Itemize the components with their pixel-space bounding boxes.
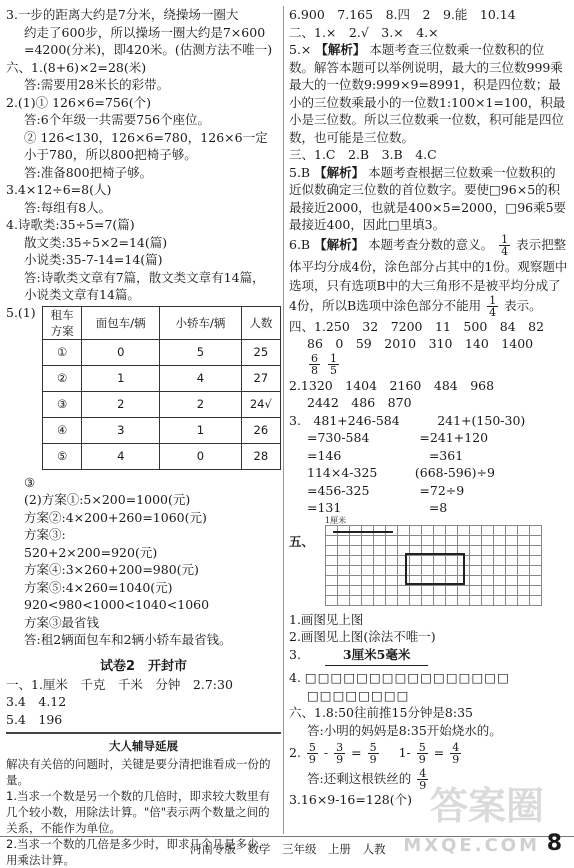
table-row bbox=[43, 391, 281, 417]
text-line: 小于780，所以800把椅子够。 bbox=[24, 147, 197, 162]
analysis-text: 本题考查根据三位数乘一位数积的近似数确定三位数的首位数字。要使□96×5的积最接近2000，也就是400×5=2000，□96乘5要最接近400，因此□里填3。 bbox=[289, 164, 567, 232]
fraction bbox=[334, 742, 345, 765]
table-cell: 3 bbox=[82, 417, 160, 443]
fraction-denominator: 9 bbox=[336, 753, 344, 766]
text-line: 3.16×9-16=128(个) bbox=[289, 792, 412, 807]
text-line bbox=[289, 669, 568, 687]
text-line: 一、1.厘米 千克 千米 分钟 2.7:30 bbox=[6, 676, 233, 692]
text-line: =131 =8 bbox=[307, 500, 448, 515]
drawn-rectangle bbox=[405, 553, 465, 585]
text-line: 86 0 59 2010 310 140 1400 bbox=[307, 336, 534, 351]
text-line: 答:每组有8人。 bbox=[24, 199, 112, 215]
analysis-text: 本题考查三位数乘一位数积的位数。解答本题可以举例说明，最大的三位数999乘最大的一位数9:999×9=8991，积是四位数；最小的三位数乘最小的一位数1:100×1=100，积最小是三位数。所以三位数乘一位数，积可能是四位数，也可能是三位数。 bbox=[289, 42, 566, 145]
fraction bbox=[328, 353, 339, 376]
fraction-numerator: 4 bbox=[419, 767, 427, 780]
column-divider bbox=[283, 6, 284, 834]
analysis-tag: 【解析】 bbox=[315, 42, 366, 57]
text-line: 小说类文章有14篇。 bbox=[24, 287, 140, 302]
operator: 1- bbox=[398, 745, 411, 760]
text-line: 答:6个年级一共需要756个座位。 bbox=[24, 112, 211, 127]
text-line: (2)方案①:5×200=1000(元) bbox=[24, 492, 191, 507]
left-column: 3.一步的距离大约是7分米，绕操场一圈大 约走了600步，所以操场一圈大约是7×600 =4200(分米)，即420米。(估测方法不唯一) 六、1.(8+6)×2=28(米) 答:需要用28米长的彩带。 2.(1)① 126×6=756(个) 答:6个年级一共需要756个座位。 ② 126<130，126×6=780，126×6一定 小于780，所以800把椅子够。 答:准备800把椅子够。 3.4×12÷6=8(人) 答:每组有8人。 4.诗歌类:35÷5=7(篇) 散文类:35÷5×2=14(篇) 小说类:35-7-14=14(篇) 答:诗歌类文章有7篇，散文类文章有14篇， 小说类文章有14篇。 5.(1) 租车方案 面包车/辆 小轿车/辆 人数 ① 0 5 25 ② 1 4 27 ③ 2 2 24√ ④ 3 1 26 ⑤ 4 0 28 ③ (2)方案①:5×200=1000(元) 方案②:4×200+260=1060(元) 方案③: 520+2×200=920(元) 方案④:3×260+200=980(元) 方案⑤:4×260=1040(元) 920<980<1000<1040<1060 方案③最省钱 答:租2辆面包车和2辆小轿车最省钱。 试卷2 开封市 一、1.厘米 千克 千米 分钟 2.7:30 3.4 4.12 5.4 196 大人辅导延展 解决有关倍的问题时，关键是要分清把谁看成一份的量。 1.当求一个数是另一个数的几倍时，即求较大数里有几个较小数，用除法计算。"倍"表示两个数量之间的关系，不能作为单位。 2.当求一个数的几倍是多少时，即求几个几是多少，用乘法计算。 bbox=[6, 6, 281, 868]
rental-plan-table bbox=[42, 306, 281, 470]
table-header: 人数 bbox=[241, 306, 280, 339]
text-line: 方案③: bbox=[24, 527, 66, 542]
table-header: 小轿车/辆 bbox=[160, 306, 241, 339]
watermark-logo: 答案圈 bbox=[429, 784, 544, 828]
analysis-tag: 【解析】 bbox=[314, 236, 365, 252]
text-line: 答:小明的妈妈是8:35开始烧水的。 bbox=[307, 722, 502, 738]
drawn-line-segment bbox=[333, 531, 393, 533]
text-paragraph: 1.当求一个数是另一个数的几倍时，即求较大数里有几个较小数，用除法计算。"倍"表示两个数量之间的关系，不能作为单位。 bbox=[6, 789, 270, 835]
table-cell: ② bbox=[43, 365, 82, 391]
text-line: 920<980<1000<1040<1060 bbox=[24, 597, 210, 612]
footer-text: 河南专版 数学 三年级 上册 人教 bbox=[190, 842, 386, 856]
text-line bbox=[289, 646, 568, 667]
text-line: 3.4×12÷6=8(人) bbox=[6, 182, 112, 197]
text-line: 六、1.(8+6)×2=28(米) bbox=[6, 59, 147, 75]
table-cell: 27 bbox=[241, 365, 280, 391]
answer-label: 5.B bbox=[289, 164, 311, 180]
square-row: □□□□□□□□ bbox=[307, 687, 410, 703]
analysis-text: 表示。 bbox=[504, 297, 542, 313]
text-line: =146 =361 bbox=[307, 447, 464, 463]
table-row bbox=[43, 339, 281, 365]
fraction-numerator: 3 bbox=[336, 741, 344, 754]
fraction bbox=[499, 234, 510, 257]
table-cell: 26 bbox=[241, 417, 280, 443]
text-paragraph: 解决有关倍的问题时，关键是要分清把谁看成一份的量。 bbox=[6, 757, 271, 787]
text-line: 答:租2辆面包车和2辆小轿车最省钱。 bbox=[24, 632, 232, 647]
fraction-denominator: 8 bbox=[311, 363, 318, 377]
fraction-denominator: 4 bbox=[501, 244, 509, 258]
text-line: 答:准备800把椅子够。 bbox=[24, 164, 153, 180]
section-title: 试卷2 开封市 bbox=[99, 658, 188, 674]
item-number: 3. bbox=[289, 646, 301, 662]
fraction-line bbox=[289, 353, 568, 377]
fraction-numerator: 5 bbox=[308, 741, 316, 754]
item-number: 4. bbox=[289, 670, 301, 685]
fraction-numerator: 1 bbox=[501, 232, 509, 246]
text-line: 答:需要用28米长的彩带。 bbox=[24, 77, 170, 92]
text-line: 3. 481+246-584 241+(150-30) bbox=[289, 412, 526, 428]
table-row bbox=[43, 365, 281, 391]
table-header: 面包车/辆 bbox=[82, 306, 160, 339]
table-cell: 24√ bbox=[241, 391, 280, 417]
table-header: 租车方案 bbox=[43, 306, 82, 339]
analysis-text: 本题考查分数的意义。 bbox=[368, 236, 494, 252]
text-line: 散文类:35÷5×2=14(篇) bbox=[24, 234, 168, 250]
table-cell: 5 bbox=[160, 339, 241, 365]
operator: = bbox=[351, 745, 362, 760]
table-cell: 25 bbox=[241, 339, 280, 365]
fraction-denominator: 5 bbox=[329, 363, 337, 377]
page-footer bbox=[0, 831, 574, 861]
text-line: ③ bbox=[24, 474, 36, 490]
analysis-tag: 【解析】 bbox=[314, 164, 365, 180]
text-line: 114×4-325 (668-596)÷9 bbox=[307, 465, 495, 480]
answer-text: 答:还剩这根铁丝的 bbox=[307, 771, 412, 786]
table-cell: 4 bbox=[82, 443, 160, 469]
table-cell: 1 bbox=[82, 365, 160, 391]
answer-label: 6.B bbox=[289, 236, 311, 252]
fraction bbox=[309, 353, 320, 376]
table-cell: ⑤ bbox=[43, 443, 82, 469]
text-paragraph bbox=[289, 234, 568, 318]
table-cell: 0 bbox=[82, 339, 160, 365]
text-paragraph bbox=[289, 41, 568, 146]
text-line: 2.1320 1404 2160 484 968 bbox=[289, 377, 495, 393]
text-line: 2.画图见上图(涂法不唯一) bbox=[289, 629, 436, 644]
text-line: 答:诗歌类文章有7篇，散文类文章有14篇， bbox=[24, 269, 265, 285]
table-cell: 2 bbox=[82, 391, 160, 417]
fraction bbox=[307, 742, 318, 765]
table-cell: 0 bbox=[160, 443, 241, 469]
text-line: 六、1.8:50往前推15分钟是8:35 bbox=[289, 705, 473, 720]
fraction-numerator: 1 bbox=[329, 351, 337, 365]
text-line: 5.4 196 bbox=[6, 711, 63, 727]
scale-label: 1厘米 bbox=[325, 515, 347, 525]
watermark-url: MXQE.COM bbox=[403, 835, 540, 856]
fraction bbox=[487, 295, 498, 318]
fraction-denominator: 9 bbox=[419, 779, 427, 792]
fraction-line bbox=[289, 739, 568, 767]
table-cell: ③ bbox=[43, 391, 82, 417]
table-cell: ④ bbox=[43, 417, 82, 443]
fraction-numerator: 4 bbox=[452, 741, 460, 754]
fraction bbox=[417, 768, 428, 791]
text-line: 约走了600步，所以操场一圈大约是7×600 bbox=[24, 24, 266, 40]
square-row: □□□□□□□□□□□□□□□□ bbox=[304, 670, 510, 685]
text-line: 1.画图见上图 bbox=[289, 611, 364, 627]
analysis-text: 表示把整体平均分成4份，涂色部分占其中的1份。观察题中选项，只有选项B中的大三角形不是被平均分成了4份，所以B选项中涂色部分不能用 bbox=[289, 236, 568, 313]
text-line: 6.900 7.165 8.四 2 9.能 10.14 bbox=[289, 7, 516, 22]
text-line: =730-584 =241+120 bbox=[307, 430, 489, 445]
table-row bbox=[43, 443, 281, 469]
text-line: 520+2×200=920(元) bbox=[24, 544, 158, 560]
fraction-numerator: 5 bbox=[369, 741, 377, 754]
right-column bbox=[289, 6, 568, 809]
page-number: 8 bbox=[546, 831, 562, 856]
table-header-row bbox=[43, 306, 281, 339]
table-cell: ① bbox=[43, 339, 82, 365]
table-row bbox=[43, 417, 281, 443]
text-line: 二、1.× 2.√ 3.× 4.× bbox=[289, 24, 439, 40]
fraction-numerator: 5 bbox=[418, 741, 426, 754]
text-line: 2.(1)① 126×6=756(个) bbox=[6, 94, 151, 110]
answer-label: 5.× bbox=[289, 42, 312, 57]
fraction-denominator: 9 bbox=[369, 753, 377, 766]
fraction bbox=[368, 742, 379, 765]
fraction bbox=[450, 742, 461, 765]
text-line: 小说类:35-7-14=14(篇) bbox=[24, 252, 163, 267]
fraction-denominator: 4 bbox=[489, 305, 497, 319]
fraction-numerator: 1 bbox=[489, 293, 497, 307]
text-line: 三、1.C 2.B 3.B 4.C bbox=[289, 147, 437, 162]
item-number: 2. bbox=[289, 745, 301, 760]
text-line: 4.诗歌类:35÷5=7(篇) bbox=[6, 217, 135, 232]
operator: - bbox=[323, 745, 329, 760]
table-cell: 28 bbox=[241, 443, 280, 469]
text-line: 3.一步的距离大约是7分米，绕操场一圈大 bbox=[6, 7, 239, 22]
text-line: 方案④:3×260+200=980(元) bbox=[24, 562, 199, 577]
fraction bbox=[417, 742, 428, 765]
fraction-numerator: 6 bbox=[311, 351, 318, 365]
section-label: 五、 bbox=[289, 533, 315, 549]
text-line: 四、1.250 32 7200 11 500 84 82 bbox=[289, 318, 545, 334]
operator: = bbox=[433, 745, 445, 760]
text-line: =456-325 =72÷9 bbox=[307, 482, 465, 498]
text-line: =4200(分米)，即420米。(估测方法不唯一) bbox=[24, 42, 273, 57]
table-cell: 1 bbox=[160, 417, 241, 443]
fraction-denominator: 9 bbox=[452, 753, 460, 766]
text-paragraph bbox=[289, 164, 568, 234]
drawing-grid-area bbox=[289, 515, 568, 607]
text-paragraph: 2.当求一个数的几倍是多少时，即求几个几是多少，用乘法计算。 bbox=[6, 837, 270, 867]
table-cell: 2 bbox=[160, 391, 241, 417]
measure-answer: 3厘米5毫米 bbox=[325, 646, 428, 667]
text-line: 3.4 4.12 bbox=[6, 694, 67, 709]
text-line: 2442 486 870 bbox=[307, 395, 412, 410]
text-line: ② 126<130，126×6=780，126×6一定 bbox=[24, 129, 268, 145]
text-line: 方案③最省钱 bbox=[24, 614, 100, 630]
box-title: 大人辅导延展 bbox=[109, 739, 178, 753]
text-line: 方案②:4×200+260=1060(元) bbox=[24, 509, 207, 525]
fraction-denominator: 9 bbox=[418, 753, 426, 766]
fraction-denominator: 9 bbox=[308, 753, 316, 766]
text-line: 方案⑤:4×260=1040(元) bbox=[24, 579, 173, 595]
table-cell: 4 bbox=[160, 365, 241, 391]
